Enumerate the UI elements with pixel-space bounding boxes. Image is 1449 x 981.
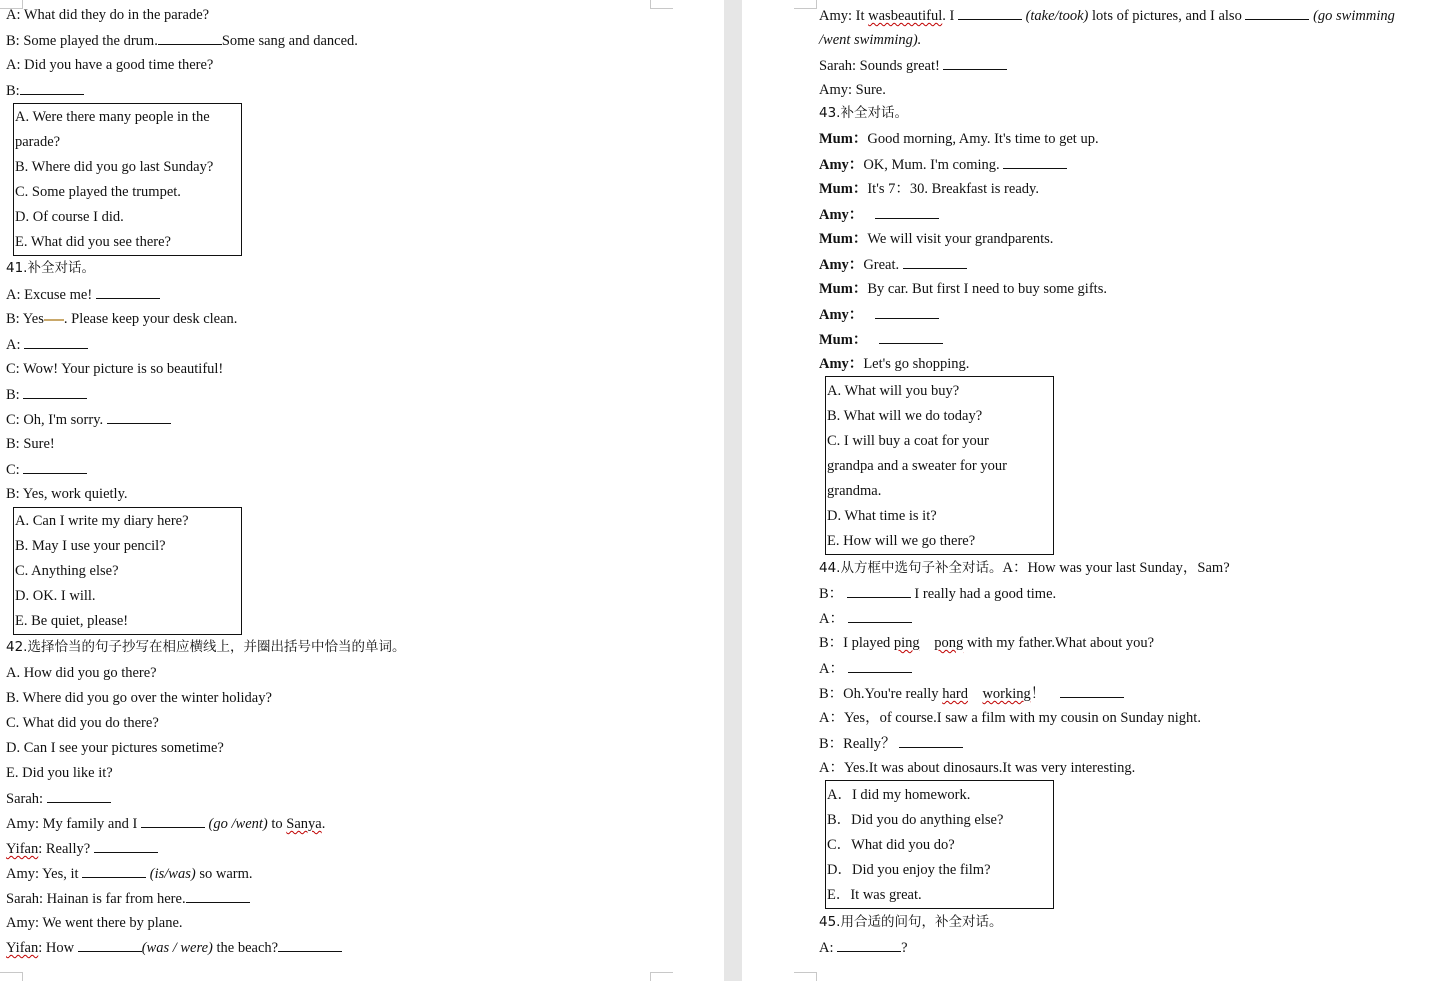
dialogue-line: Yifan: How (was / were) the beach? <box>6 937 342 958</box>
page-corner-mark <box>650 0 673 9</box>
dialogue-line: B：I played ping pong with my father.What about you? <box>819 635 1155 651</box>
answer-blank[interactable] <box>1003 154 1067 169</box>
option-b: B．Did you do anything else? <box>827 812 1004 828</box>
answer-blank[interactable] <box>24 334 88 349</box>
dialogue-line: C: <box>6 459 87 480</box>
dialogue-line: Amy：Let's go shopping. <box>819 356 970 372</box>
dialogue-line: Mum： <box>819 329 943 350</box>
option-b: B. Where did you go last Sunday? <box>15 159 214 175</box>
dialogue-line: Amy: Yes, it (is/was) so warm. <box>6 863 253 884</box>
document-page-left <box>0 0 724 981</box>
option-c: C. What did you do there? <box>6 715 159 731</box>
option-c: C. Anything else? <box>15 563 119 579</box>
dialogue-line: B: Sure! <box>6 436 55 452</box>
option-b: B. What will we do today? <box>827 408 983 424</box>
dialogue-line: Amy: It wasbeautiful. I (take/took) lots of pictures, and I also (go swimming <box>819 5 1395 26</box>
option-b: B. May I use your pencil? <box>15 538 166 554</box>
answer-blank[interactable] <box>278 937 342 952</box>
answer-blank[interactable] <box>847 583 911 598</box>
dialogue-line: Yifan: Really? <box>6 838 158 859</box>
dialogue-line: A: Did you have a good time there? <box>6 57 214 73</box>
option-a: A．I did my homework. <box>827 787 971 803</box>
dialogue-line: B: Yes . Please keep your desk clean. <box>6 311 238 327</box>
dialogue-line: A： <box>819 658 912 679</box>
answer-blank[interactable] <box>47 788 111 803</box>
dialogue-line: Sarah: Sounds great! <box>819 55 1007 76</box>
dialogue-line: A: <box>6 334 88 355</box>
dialogue-line: Amy: We went there by plane. <box>6 915 183 931</box>
option-c-cont: grandpa and a sweater for your <box>827 458 1007 474</box>
page-gap <box>724 0 742 981</box>
answer-blank[interactable] <box>94 838 158 853</box>
page-corner-mark <box>0 0 23 9</box>
option-e: E. Did you like it? <box>6 765 113 781</box>
option-e: E. What did you see there? <box>15 234 171 250</box>
page-corner-mark <box>0 972 23 981</box>
answer-blank[interactable] <box>875 204 939 219</box>
dialogue-line: B：Oh.You're really hard working！ <box>819 683 1124 704</box>
dialogue-line: Mum：Good morning, Amy. It's time to get up. <box>819 131 1099 147</box>
dialogue-line: Sarah: <box>6 788 111 809</box>
answer-blank[interactable] <box>899 733 963 748</box>
dialogue-line: C: Oh, I'm sorry. <box>6 409 171 430</box>
answer-blank[interactable] <box>837 937 901 952</box>
option-d: D. What time is it? <box>827 508 937 524</box>
answer-blank[interactable] <box>23 459 87 474</box>
answer-blank[interactable] <box>1245 5 1309 20</box>
option-a: A. How did you go there? <box>6 665 157 681</box>
dialogue-line: B: <box>6 384 87 405</box>
answer-blank[interactable] <box>879 329 943 344</box>
dialogue-line: A：Yes.It was about dinosaurs.It was very interesting. <box>819 760 1136 776</box>
dialogue-line: Amy： <box>819 204 939 225</box>
option-a: A. Were there many people in the <box>15 109 210 125</box>
option-a-cont: parade? <box>15 134 61 150</box>
dialogue-line: Amy：OK, Mum. I'm coming. <box>819 154 1067 175</box>
dialogue-line: B: Yes, work quietly. <box>6 486 128 502</box>
option-d: D．Did you enjoy the film? <box>827 862 991 878</box>
option-e: E. How will we go there? <box>827 533 976 549</box>
answer-blank[interactable] <box>82 863 146 878</box>
dash-mark <box>44 319 64 321</box>
answer-blank[interactable] <box>943 55 1007 70</box>
dialogue-line: Mum：It's 7：30. Breakfast is ready. <box>819 181 1039 197</box>
dialogue-line: B：Really？ <box>819 733 963 754</box>
option-d: D. Can I see your pictures sometime? <box>6 740 224 756</box>
option-c-cont: grandma. <box>827 483 882 499</box>
question-heading: 43.补全对话。 <box>819 105 908 121</box>
page-corner-mark <box>794 972 817 981</box>
answer-blank[interactable] <box>96 284 160 299</box>
dialogue-line: Mum：We will visit your grandparents. <box>819 231 1054 247</box>
option-b: B. Where did you go over the winter holiday? <box>6 690 272 706</box>
dialogue-line: C: Wow! Your picture is so beautiful! <box>6 361 224 377</box>
option-d: D. OK. I will. <box>15 588 96 604</box>
option-a: A. Can I write my diary here? <box>15 513 189 529</box>
dialogue-line: Amy: My family and I (go /went) to Sanya. <box>6 813 325 834</box>
dialogue-line: B: Some played the drum. Some sang and danced. <box>6 30 358 51</box>
dialogue-line: Mum：By car. But first I need to buy some gifts. <box>819 281 1107 297</box>
dialogue-line: A: What did they do in the parade? <box>6 7 210 23</box>
answer-blank[interactable] <box>903 254 967 269</box>
answer-blank[interactable] <box>186 888 250 903</box>
dialogue-line: B: <box>6 80 84 101</box>
dialogue-line: A：Yes，of course.I saw a film with my cousin on Sunday night. <box>819 710 1201 726</box>
dialogue-line: A: ? <box>819 937 908 958</box>
question-heading: 41.补全对话。 <box>6 260 95 276</box>
dialogue-line: /went swimming). <box>819 32 922 48</box>
answer-blank[interactable] <box>848 608 912 623</box>
dialogue-line: Sarah: Hainan is far from here. <box>6 888 250 909</box>
dialogue-line: A: Excuse me! <box>6 284 160 305</box>
dialogue-line: Amy: Sure. <box>819 82 886 98</box>
answer-blank[interactable] <box>107 409 171 424</box>
question-heading: 42.选择恰当的句子抄写在相应横线上，并圈出括号中恰当的单词。 <box>6 639 406 655</box>
option-d: D. Of course I did. <box>15 209 124 225</box>
option-e: E. Be quiet, please! <box>15 613 129 629</box>
question-heading: 45.用合适的问句，补全对话。 <box>819 914 1003 930</box>
option-e: E．It was great. <box>827 887 922 903</box>
answer-blank[interactable] <box>78 937 142 952</box>
answer-blank[interactable] <box>1060 683 1124 698</box>
dialogue-line: B： I really had a good time. <box>819 583 1056 604</box>
answer-blank[interactable] <box>23 384 87 399</box>
answer-blank[interactable] <box>848 658 912 673</box>
answer-blank[interactable] <box>158 30 222 45</box>
dialogue-line: Amy：Great. <box>819 254 967 275</box>
option-c: C. Some played the trumpet. <box>15 184 181 200</box>
answer-blank[interactable] <box>141 813 205 828</box>
answer-blank[interactable] <box>20 80 84 95</box>
document-page-right <box>742 0 1449 981</box>
question-heading: 44.从方框中选句子补全对话。A：How was your last Sunday，Sam? <box>819 560 1230 576</box>
answer-blank[interactable] <box>875 304 939 319</box>
answer-blank[interactable] <box>958 5 1022 20</box>
option-a: A. What will you buy? <box>827 383 960 399</box>
option-c: C. I will buy a coat for your <box>827 433 989 449</box>
dialogue-line: A： <box>819 608 912 629</box>
option-c: C．What did you do? <box>827 837 955 853</box>
dialogue-line: Amy： <box>819 304 939 325</box>
page-corner-mark <box>650 972 673 981</box>
page-corner-mark <box>794 0 817 9</box>
